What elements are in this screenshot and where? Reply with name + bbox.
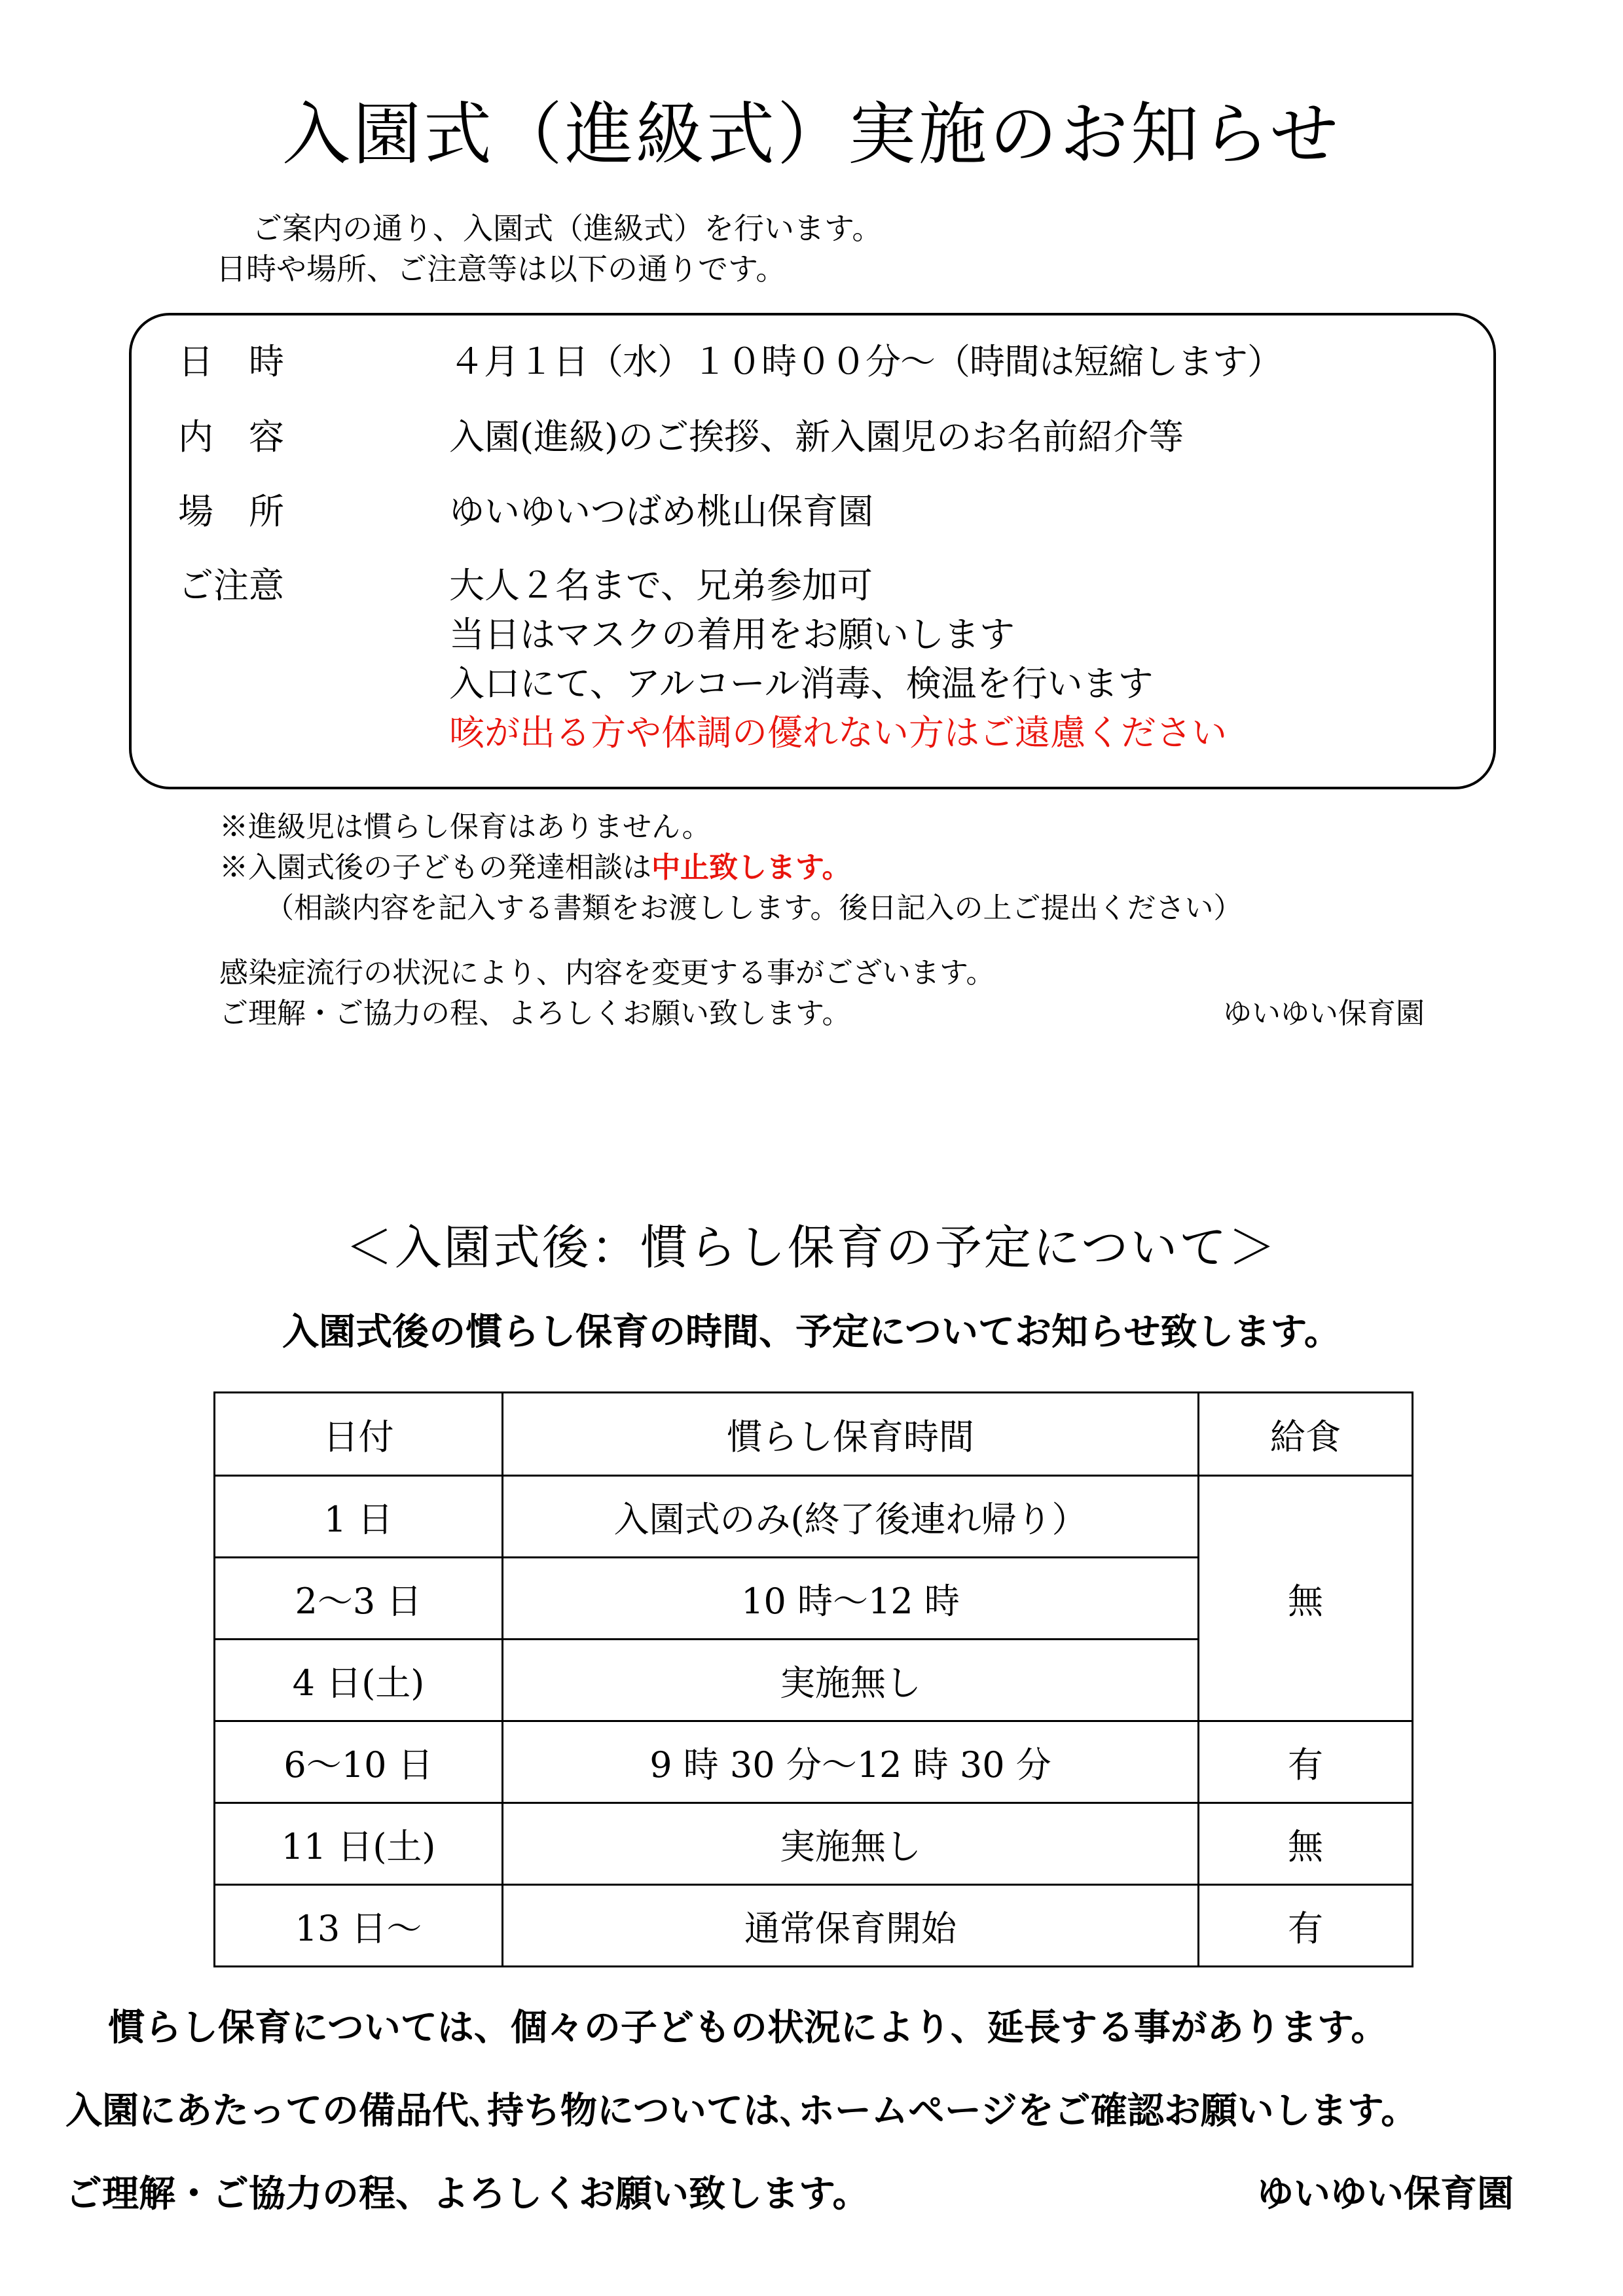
datetime-value: ４月１日（水）１０時００分～（時間は短縮します） — [449, 341, 1282, 382]
row-time: 実施無し — [503, 1803, 1199, 1885]
table-header-row — [215, 1393, 1413, 1476]
row-time: 10 時～12 時 — [503, 1558, 1199, 1640]
note-line-2-red: 中止致します。 — [651, 851, 851, 884]
footer-line-2: 入園にあたっての備品代､持ち物については､ホームページをご確認お願いします。 — [65, 2089, 1418, 2132]
note-line-2-text: ※入園式後の子どもの発達相談は — [219, 851, 651, 884]
intro-line-1: ご案内の通り、入園式（進級式）を行います。 — [252, 211, 883, 246]
row-date: 2～3 日 — [215, 1558, 503, 1640]
header-date: 日付 — [215, 1393, 503, 1476]
note-line-4: 感染症流行の状況により、内容を変更する事がございます。 — [219, 956, 995, 990]
caution-line-2: 当日はマスクの着用をお願いします — [449, 614, 1015, 655]
note-line-1: ※進級児は慣らし保育はありません。 — [219, 810, 711, 844]
footer-signature: ゆいゆい保育園 — [1257, 2172, 1514, 2215]
row-date: 11 日(土) — [215, 1803, 503, 1885]
schedule-table — [213, 1391, 1413, 1967]
caution-label: ご注意 — [178, 565, 284, 606]
page-title: 入園式（進級式）実施のお知らせ — [282, 94, 1341, 174]
note-line-2 — [219, 848, 850, 888]
row-lunch-merged: 無 — [1199, 1476, 1413, 1721]
row-time: 通常保育開始 — [503, 1885, 1199, 1967]
row-lunch: 有 — [1199, 1721, 1413, 1803]
caution-line-1: 大人２名まで、兄弟参加可 — [449, 565, 873, 606]
note-line-3: （相談内容を記入する書類をお渡しします。後日記入の上ご提出ください） — [265, 891, 1243, 925]
content-value: 入園(進級)のご挨拶、新入園児のお名前紹介等 — [449, 416, 1184, 457]
schedule-intro: 入園式後の慣らし保育の時間、予定についてお知らせ致します。 — [282, 1310, 1341, 1354]
content-label: 内 容 — [178, 416, 284, 457]
place-label: 場 所 — [178, 491, 284, 532]
intro-line-2: 日時や場所、ご注意等は以下の通りです。 — [216, 251, 786, 287]
caution-warning: 咳が出る方や体調の優れない方はご遠慮ください — [449, 712, 1227, 753]
header-time: 慣らし保育時間 — [503, 1393, 1199, 1476]
footer-line-3: ご理解・ご協力の程、よろしくお願い致します。 — [65, 2172, 869, 2215]
row-lunch: 無 — [1199, 1803, 1413, 1885]
row-date: 4 日(土) — [215, 1640, 503, 1721]
table-row — [215, 1885, 1413, 1967]
place-value: ゆいゆいつばめ桃山保育園 — [449, 491, 873, 532]
row-time: 実施無し — [503, 1640, 1199, 1721]
footer-line-1: 慣らし保育については、個々の子どもの状況により、延長する事があります。 — [108, 2006, 1388, 2049]
row-lunch: 有 — [1199, 1885, 1413, 1967]
table-row — [215, 1803, 1413, 1885]
note-signature: ゆいゆい保育園 — [1223, 997, 1425, 1030]
schedule-title: ＜入園式後：慣らし保育の予定について＞ — [345, 1220, 1278, 1275]
caution-line-3: 入口にて、アルコール消毒、検温を行います — [449, 663, 1154, 704]
row-time: 9 時 30 分～12 時 30 分 — [503, 1721, 1199, 1803]
header-lunch: 給食 — [1199, 1393, 1413, 1476]
note-line-5: ご理解・ご協力の程、よろしくお願い致します。 — [219, 997, 851, 1030]
row-date: 6～10 日 — [215, 1721, 503, 1803]
row-time: 入園式のみ(終了後連れ帰り） — [503, 1476, 1199, 1558]
table-row — [215, 1721, 1413, 1803]
row-date: 13 日～ — [215, 1885, 503, 1967]
datetime-label: 日 時 — [178, 341, 284, 382]
table-row — [215, 1476, 1413, 1558]
row-date: 1 日 — [215, 1476, 503, 1558]
